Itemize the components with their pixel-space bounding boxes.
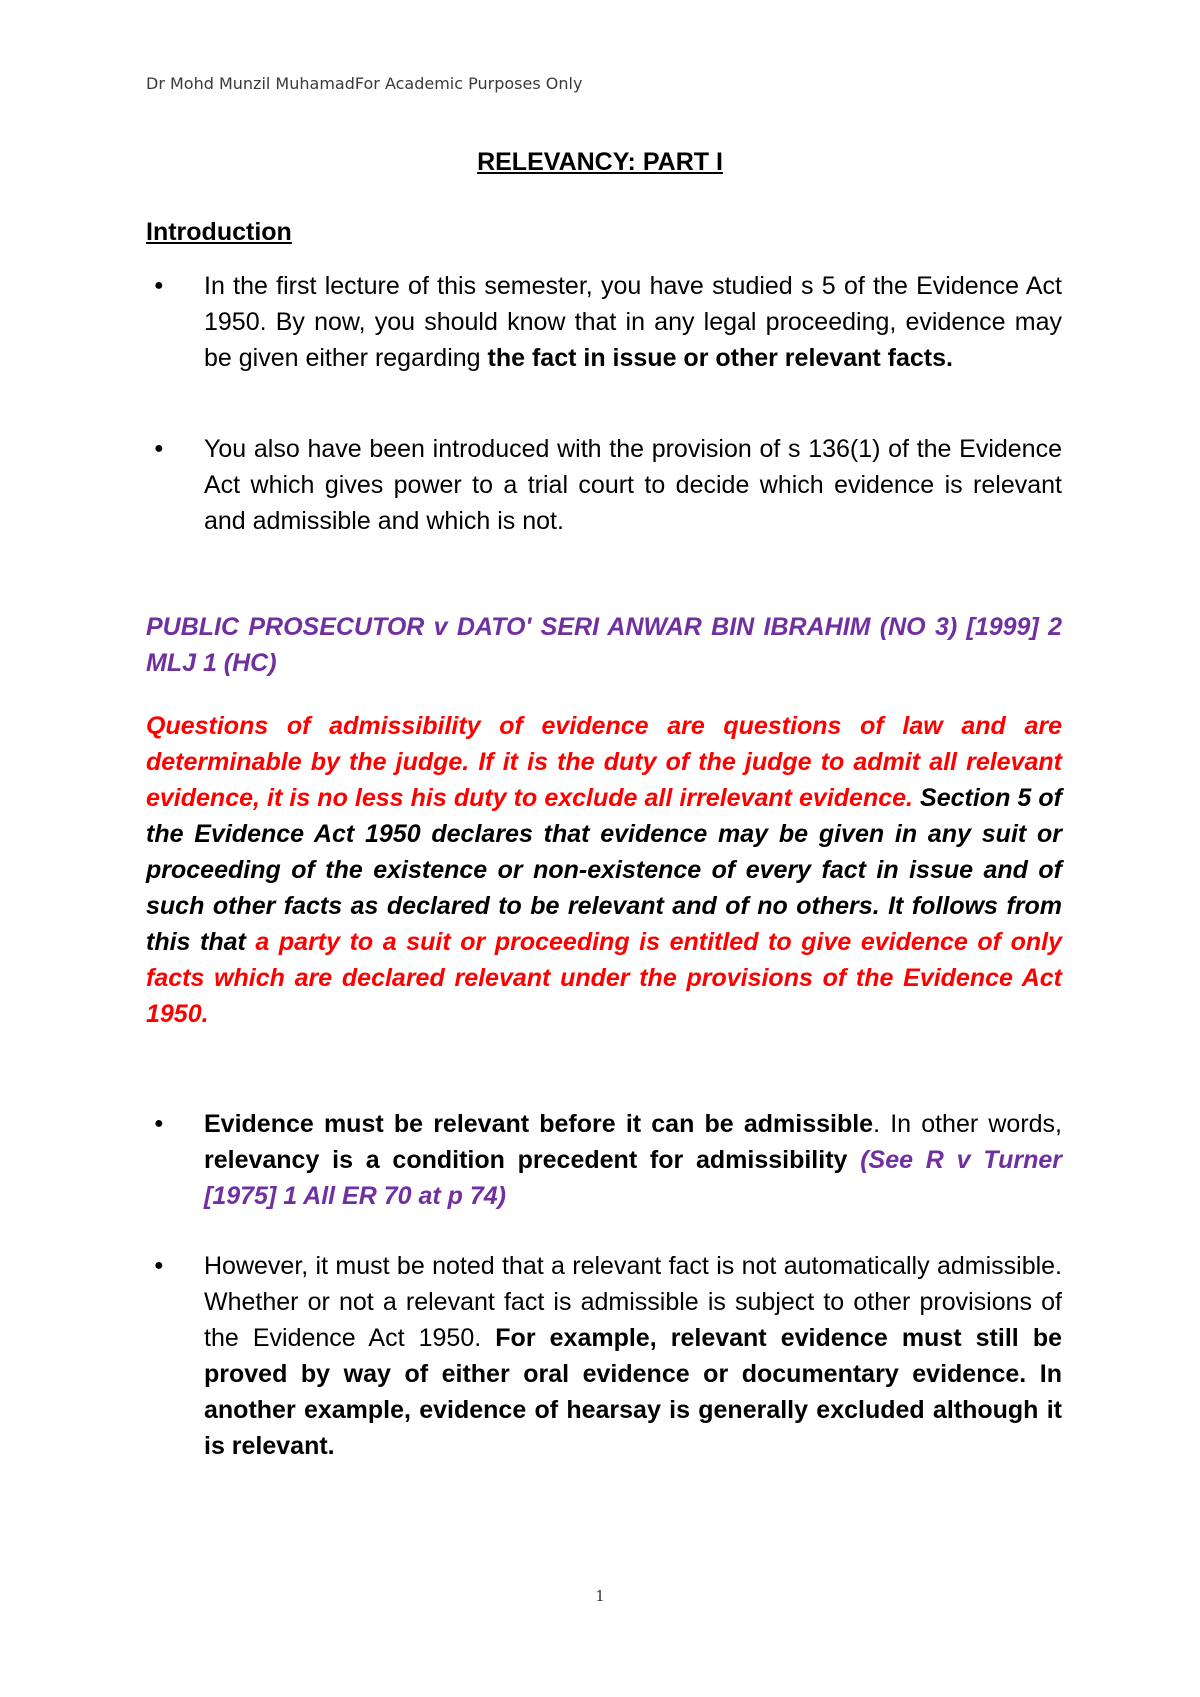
running-header: Dr Mohd Munzil MuhamadFor Academic Purposes Only bbox=[146, 74, 583, 93]
quote-red-text: a party to a suit or proceeding is entitled to give evidence of only facts which are declared relevant under the provisions of the Evidence Act 1950. bbox=[146, 928, 1062, 1028]
bullet-item bbox=[146, 268, 1062, 376]
bullet-text: Evidence must be relevant before it can be admissible. In other words, relevancy is a condition precedent for admissibility (See R v Turner [1975] 1 All ER 70 at p 74) bbox=[204, 1110, 1062, 1210]
bullet-dot-icon: ● bbox=[154, 1257, 164, 1274]
bullet-dot-icon: ● bbox=[154, 1115, 164, 1132]
quote-red-text: Questions of admissibility of evidence are questions of law and are determinable by the judge. If it is the duty of the judge to admit all relevant evidence, it is no less his duty to exclude all irrelevant evidence. bbox=[146, 712, 1062, 812]
page-title: RELEVANCY: PART I bbox=[477, 148, 723, 176]
case-reference: (See R v Turner [1975] 1 All ER 70 at p 74) bbox=[204, 1146, 1062, 1210]
bold-text: Evidence must be relevant before it can be admissible bbox=[204, 1110, 874, 1138]
bullet-text: However, it must be noted that a relevant fact is not automatically admissible. Whether or not a relevant fact is admissible is subject to other provisions of the Evidence Act 1950. For example, relevant evidence must still be proved by way of either oral evidence or documentary evidence. In another example, evidence of hearsay is generally excluded although it is relevant. bbox=[204, 1252, 1062, 1460]
section-heading: Introduction bbox=[146, 218, 292, 246]
quote-black-text: Section 5 of the Evidence Act 1950 declares that evidence may be given in any suit or proceeding of the existence or non-existence of every fact in issue and of such other facts as declared to be relevant and of no others. It follows from this that bbox=[146, 784, 1062, 956]
bullet-text: You also have been introduced with the provision of s 136(1) of the Evidence Act which gives power to a trial court to decide which evidence is relevant and admissible and which is not. bbox=[204, 435, 1062, 535]
bullet-item bbox=[146, 1248, 1062, 1464]
case-quote bbox=[146, 708, 1062, 1032]
bold-text: relevancy is a condition precedent for admissibility bbox=[204, 1146, 848, 1174]
page-number: 1 bbox=[595, 1587, 605, 1605]
bold-text: For example, relevant evidence must still be proved by way of either oral evidence or documentary evidence. In another example, evidence of hearsay is generally excluded although it is relevant. bbox=[204, 1324, 1062, 1460]
bold-text: the fact in issue or other relevant facts. bbox=[487, 344, 953, 372]
bullet-text: In the first lecture of this semester, you have studied s 5 of the Evidence Act 1950. By now, you should know that in any legal proceeding, evidence may be given either regarding the fact in issue or other relevant facts. bbox=[204, 272, 1062, 372]
bullet-item bbox=[146, 1106, 1062, 1214]
bullet-dot-icon: ● bbox=[154, 440, 164, 457]
case-citation: PUBLIC PROSECUTOR v DATO' SERI ANWAR BIN IBRAHIM (NO 3) [1999] 2 MLJ 1 (HC) bbox=[146, 613, 1062, 677]
bullet-dot-icon: ● bbox=[154, 277, 164, 294]
bullet-item bbox=[146, 431, 1062, 539]
